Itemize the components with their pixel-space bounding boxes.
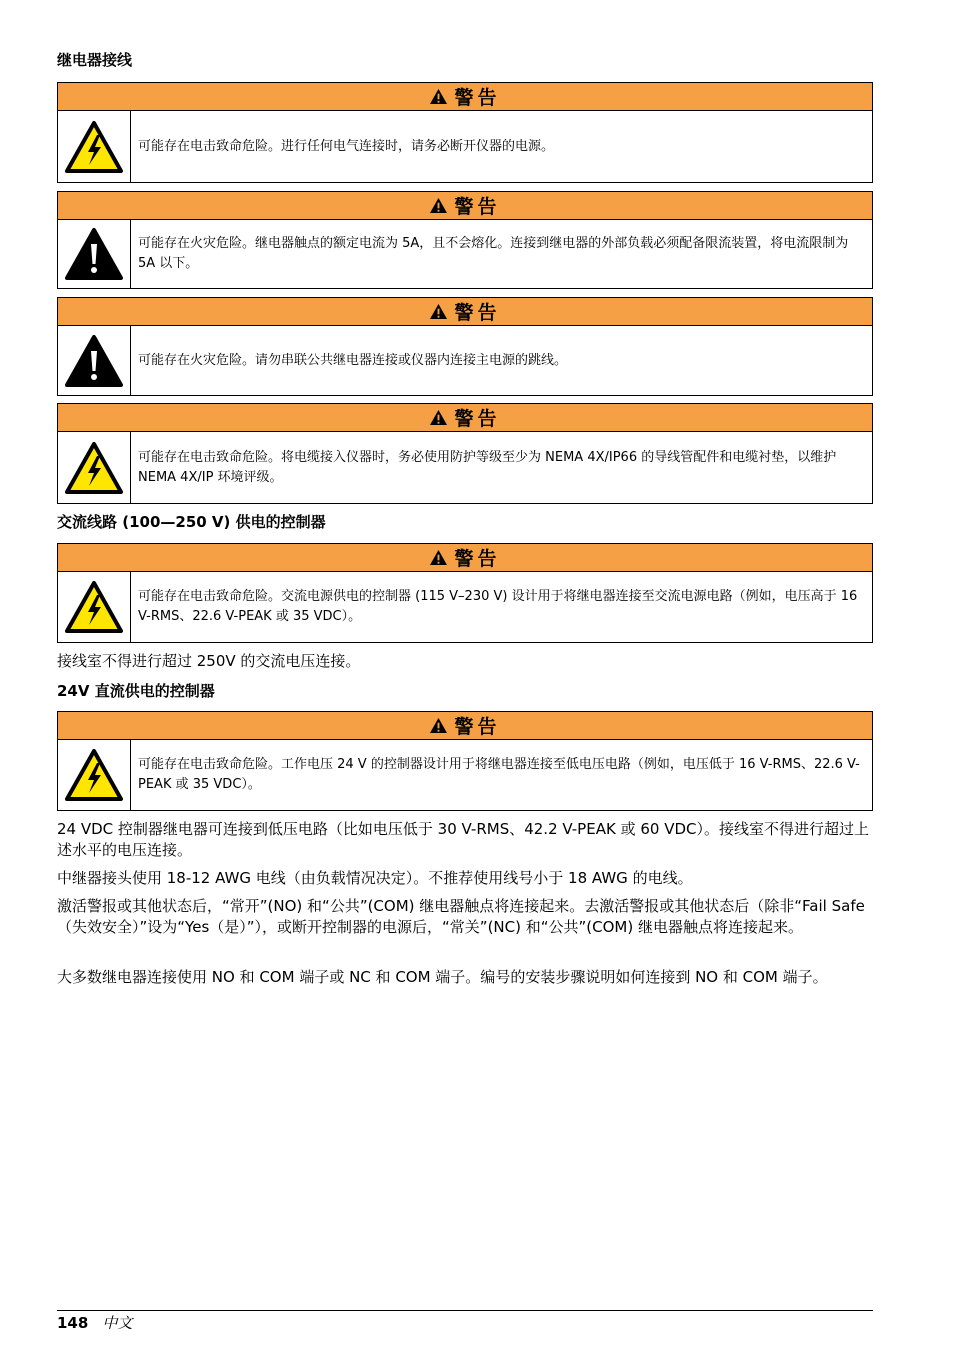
warning-text: 可能存在电击致命危险。进行任何电气连接时，请务必断开仪器的电源。	[138, 138, 555, 154]
dc-paragraph: 大多数继电器连接使用 NO 和 COM 端子或 NC 和 COM 端子。编号的安装步骤说明如何连接到 NO 和 COM 端子。	[57, 968, 828, 986]
section-title-relay-wiring: 继电器接线	[57, 51, 133, 69]
footer-divider	[57, 1310, 873, 1311]
warning-text: 可能存在火灾危险。请勿串联公共继电器连接或仪器内连接主电源的跳线。	[138, 352, 568, 368]
warning-box	[57, 297, 873, 396]
warning-box	[57, 403, 873, 504]
warning-text: 可能存在火灾危险。继电器触点的额定电流为 5A，且不会熔化。连接到继电器的外部负载必须配备限流装置，将电流限制为 5A 以下。	[138, 236, 849, 271]
warning-text: 可能存在电击致命危险。工作电压 24 V 的控制器设计用于将继电器连接至低电压电路（例如，电压低于 16 V-RMS、22.6 V-PEAK 或 35 VDC）。	[138, 757, 860, 792]
warning-header	[58, 83, 872, 111]
dc-paragraph: 24 VDC 控制器继电器可连接到低压电路（比如电压低于 30 V-RMS、42.2 V-PEAK 或 60 VDC）。接线室不得进行超过上述水平的电压连接。	[57, 820, 869, 859]
section-title-ac-controllers: 交流线路 (100—250 V) 供电的控制器	[57, 513, 326, 531]
section-title-dc-controllers: 24V 直流供电的控制器	[57, 682, 215, 700]
footer-language: 中文	[102, 1314, 133, 1332]
warning-triangle-icon	[429, 717, 448, 734]
warning-label: 警告	[454, 196, 501, 218]
warning-triangle-icon	[429, 303, 448, 320]
dc-paragraph: 激活警报或其他状态后，“常开”(NO) 和“公共”(COM) 继电器触点将连接起来。去激活警报或其他状态后（除非“Fail Safe（失效安全）”设为“Yes（是）”），或断开控制器的电源后，“常关”(NC) 和“公共”(COM) 继电器触点将连接起来。	[57, 897, 865, 936]
exclamation-warning-icon	[58, 220, 131, 288]
page-number: 148	[57, 1314, 89, 1332]
dc-paragraph: 中继器接头使用 18-12 AWG 电线（由负载情况决定）。不推荐使用线号小于 18 AWG 的电线。	[57, 869, 693, 887]
warning-triangle-icon	[429, 409, 448, 426]
warning-label: 警告	[454, 408, 501, 430]
warning-box	[57, 543, 873, 643]
exclamation-warning-icon	[58, 326, 131, 395]
electrical-shock-icon	[58, 572, 131, 642]
warning-label: 警告	[454, 716, 501, 738]
warning-header	[58, 404, 872, 432]
page-footer	[57, 1313, 132, 1333]
warning-header	[58, 712, 872, 740]
warning-header	[58, 192, 872, 220]
warning-label: 警告	[454, 302, 501, 324]
warning-box	[57, 191, 873, 289]
warning-text: 可能存在电击致命危险。将电缆接入仪器时，务必使用防护等级至少为 NEMA 4X/IP66 的导线管配件和电缆衬垫，以维护 NEMA 4X/IP 环境评级。	[138, 449, 837, 485]
warning-triangle-icon	[429, 197, 448, 214]
electrical-shock-icon	[58, 432, 131, 503]
electrical-shock-icon	[58, 740, 131, 810]
warning-triangle-icon	[429, 88, 448, 105]
warning-box	[57, 711, 873, 811]
warning-box	[57, 82, 873, 183]
warning-header	[58, 544, 872, 572]
warning-header	[58, 298, 872, 326]
warning-label: 警告	[454, 548, 501, 570]
ac-voltage-note: 接线室不得进行超过 250V 的交流电压连接。	[57, 652, 361, 670]
warning-triangle-icon	[429, 549, 448, 566]
electrical-shock-icon	[58, 111, 131, 182]
warning-text: 可能存在电击致命危险。交流电源供电的控制器 (115 V–230 V) 设计用于将继电器连接至交流电源电路（例如，电压高于 16 V-RMS、22.6 V-PEAK 或 35 VDC）。	[138, 589, 858, 624]
warning-label: 警告	[454, 87, 501, 109]
